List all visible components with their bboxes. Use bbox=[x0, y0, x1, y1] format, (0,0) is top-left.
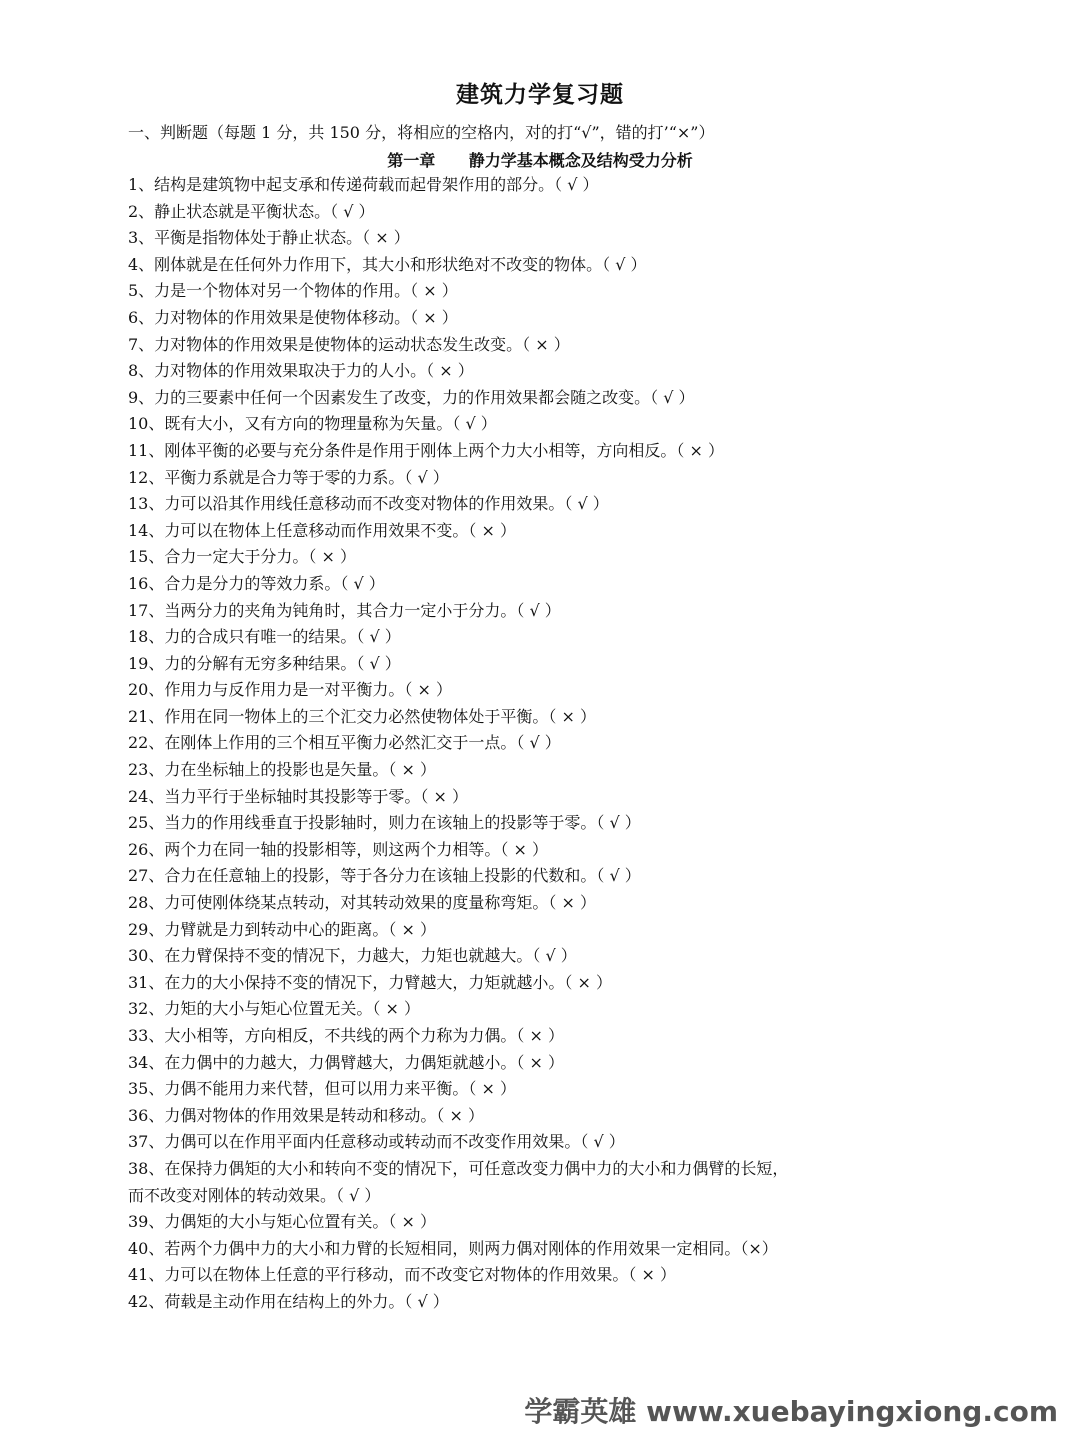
question-item: 20、作用力与反作用力是一对平衡力。（ × ） bbox=[128, 680, 452, 700]
question-item: 35、力偶不能用力来代替，但可以用力来平衡。（ × ） bbox=[128, 1079, 516, 1099]
question-list bbox=[128, 172, 938, 1316]
question-item: 10、既有大小，又有方向的物理量称为矢量。（ √ ） bbox=[128, 414, 497, 434]
question-item: 9、力的三要素中任何一个因素发生了改变，力的作用效果都会随之改变。（ √ ） bbox=[128, 387, 695, 407]
site-watermark: 学霸英雄 www.xuebayingxiong.com bbox=[524, 1395, 1058, 1428]
question-item: 30、在力臂保持不变的情况下，力越大，力矩也就越大。（ √ ） bbox=[128, 946, 577, 966]
question-item: 24、当力平行于坐标轴时其投影等于零。（ × ） bbox=[128, 786, 468, 806]
question-item: 14、力可以在物体上任意移动而作用效果不变。（ × ） bbox=[128, 520, 516, 540]
question-item: 27、合力在任意轴上的投影，等于各分力在该轴上投影的代数和。（ √ ） bbox=[128, 866, 641, 886]
question-item: 32、力矩的大小与矩心位置无关。（ × ） bbox=[128, 999, 420, 1019]
question-item: 7、力对物体的作用效果是使物体的运动状态发生改变。（ × ） bbox=[128, 334, 570, 354]
question-item: 1、结构是建筑物中起支承和传递荷载而起骨架作用的部分。（ √ ） bbox=[128, 175, 599, 194]
question-item: 19、力的分解有无穷多种结果。（ √ ） bbox=[128, 653, 401, 673]
chapter-heading: 第一章 静力学基本概念及结构受力分析 bbox=[387, 151, 693, 170]
question-item: 28、力可使刚体绕某点转动，对其转动效果的度量称弯矩。（ × ） bbox=[128, 893, 596, 913]
section-instructions: 一、判断题（每题 1 分，共 150 分，将相应的空格内，对的打“√”，错的打’“×”） bbox=[128, 123, 715, 142]
page-title: 建筑力学复习题 bbox=[456, 81, 624, 108]
question-item: 15、合力一定大于分力。（ × ） bbox=[128, 547, 356, 567]
question-item: 16、合力是分力的等效力系。（ √ ） bbox=[128, 573, 385, 593]
question-item: 18、力的合成只有唯一的结果。（ √ ） bbox=[128, 627, 401, 647]
question-item: 22、在刚体上作用的三个相互平衡力必然汇交于一点。（ √ ） bbox=[128, 733, 561, 753]
question-item: 23、力在坐标轴上的投影也是矢量。（ × ） bbox=[128, 760, 436, 780]
question-item: 36、力偶对物体的作用效果是转动和移动。（ × ） bbox=[128, 1105, 484, 1125]
question-item: 40、若两个力偶中力的大小和力臂的长短相同，则两力偶对刚体的作用效果一定相同。（×） bbox=[128, 1238, 778, 1258]
question-item: 33、大小相等，方向相反，不共线的两个力称为力偶。（ × ） bbox=[128, 1026, 564, 1045]
question-item: 17、当两分力的夹角为钝角时，其合力一定小于分力。（ √ ） bbox=[128, 600, 561, 620]
question-item: 25、当力的作用线垂直于投影轴时，则力在该轴上的投影等于零。（ √ ） bbox=[128, 813, 641, 833]
question-item: 42、荷载是主动作用在结构上的外力。（ √ ） bbox=[128, 1291, 449, 1311]
question-item: 34、在力偶中的力越大，力偶臂越大，力偶矩就越小。（ × ） bbox=[128, 1052, 564, 1072]
question-item: 8、力对物体的作用效果取决于力的人小。（ × ） bbox=[128, 361, 474, 381]
question-item: 31、在力的大小保持不变的情况下，力臂越大，力矩就越小。（ × ） bbox=[128, 972, 612, 992]
question-item: 13、力可以沿其作用线任意移动而不改变对物体的作用效果。（ √ ） bbox=[128, 494, 609, 514]
question-item: 5、力是一个物体对另一个物体的作用。（ × ） bbox=[128, 281, 458, 301]
question-item: 38、在保持力偶矩的大小和转向不变的情况下，可任意改变力偶中力的大小和力偶臂的长短， 而不改变对刚体的转动效果。（ √ ） bbox=[128, 1158, 789, 1205]
question-item: 6、力对物体的作用效果是使物体移动。（ × ） bbox=[128, 307, 458, 327]
question-item: 12、平衡力系就是合力等于零的力系。（ √ ） bbox=[128, 467, 449, 487]
question-item: 29、力臂就是力到转动中心的距离。（ × ） bbox=[128, 919, 436, 939]
question-item: 26、两个力在同一轴的投影相等，则这两个力相等。（ × ） bbox=[128, 839, 548, 859]
question-item: 4、刚体就是在任何外力作用下，其大小和形状绝对不改变的物体。（ √ ） bbox=[128, 254, 647, 274]
question-item: 21、作用在同一物体上的三个汇交力必然使物体处于平衡。（ × ） bbox=[128, 706, 596, 726]
question-item: 39、力偶矩的大小与矩心位置有关。（ × ） bbox=[128, 1212, 436, 1232]
question-item: 3、平衡是指物体处于静止状态。（ × ） bbox=[128, 228, 410, 248]
question-item: 2、静止状态就是平衡状态。（ √ ） bbox=[128, 201, 375, 221]
question-item: 11、刚体平衡的必要与充分条件是作用于刚体上两个力大小相等，方向相反。（ × ） bbox=[128, 440, 724, 460]
question-item: 37、力偶可以在作用平面内任意移动或转动而不改变作用效果。（ √ ） bbox=[128, 1132, 625, 1152]
question-item: 41、力可以在物体上任意的平行移动，而不改变它对物体的作用效果。（ × ） bbox=[128, 1265, 676, 1285]
